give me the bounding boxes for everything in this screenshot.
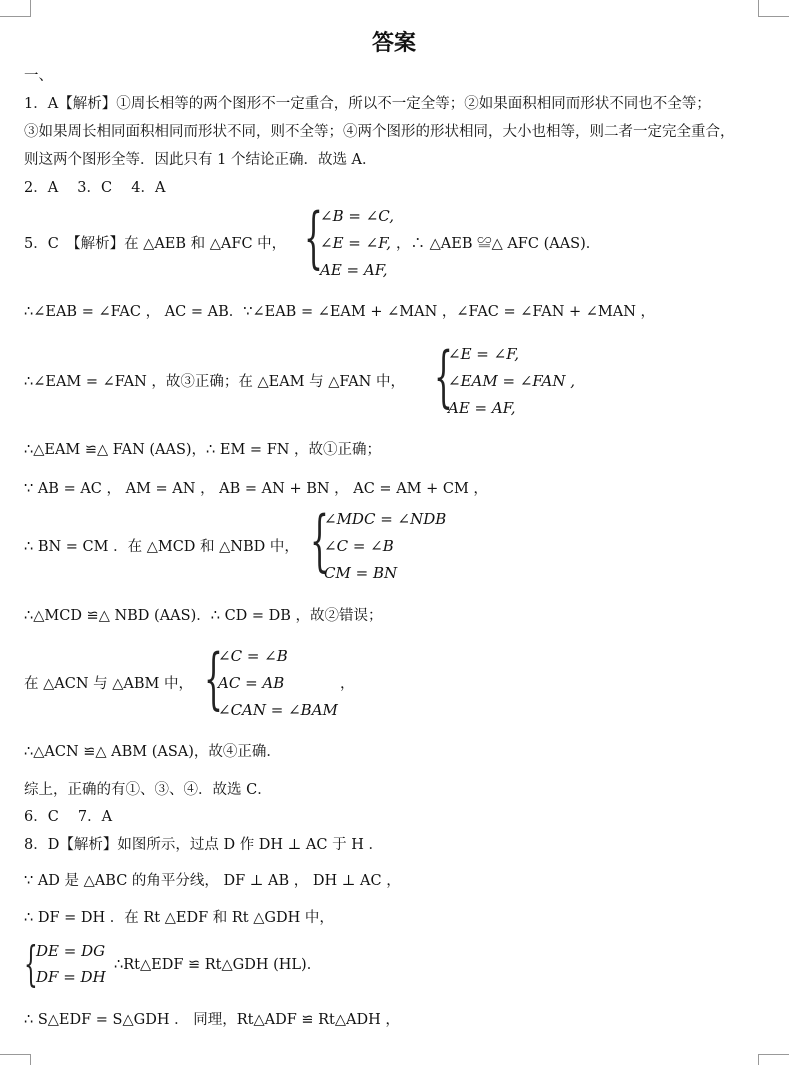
sys1-row-2: ∠E = ∠F, (320, 234, 392, 252)
crop-mark-top-right (758, 0, 789, 17)
q5-line-10: 综上，正确的有①、③、④．故选 C． (24, 782, 272, 798)
q5-line-8: 在 △ACN 与 △ABM 中， (24, 676, 193, 692)
q1-line-2: ③如果周长相同面积相同而形状不同，则不全等；④两个图形的形状相同，大小也相等，则二者一定完全重合， (24, 124, 735, 140)
q5-line-7: ∴△MCD ≌△ NBD (AAS)．∴ CD = DB ，故②错误； (24, 608, 383, 624)
section-heading: 一、 (24, 68, 53, 84)
sys1-row-3: AE = AF, (320, 261, 388, 279)
page-title: 答案 (371, 31, 416, 56)
q8-line-4: ∴ S△EDF = S△GDH ． 同理，Rt△ADF ≌ Rt△ADH ， (24, 1012, 400, 1028)
sys3-row-2: ∠C = ∠B (324, 537, 394, 555)
sys2-row-3: AE = AF, (448, 399, 516, 417)
q1-line-3: 则这两个图形全等．因此只有 1 个结论正确．故选 A． (24, 152, 377, 168)
crop-mark-bottom-right (758, 1054, 789, 1065)
brace-5: { (24, 936, 38, 992)
crop-mark-top-left (0, 0, 31, 17)
brace-1: { (304, 199, 323, 276)
brace-3: { (310, 502, 329, 579)
sys4-row-2: AC = AB (218, 674, 285, 692)
q5-line-3: ∴∠EAM = ∠FAN ，故③正确；在 △EAM 与 △FAN 中， (24, 374, 405, 390)
q5-line-6: ∴ BN = CM ．在 △MCD 和 △NBD 中， (24, 539, 299, 555)
sys1-row-1: ∠B = ∠C, (320, 207, 394, 225)
q6-7-answers: 6．C 7．A (24, 809, 113, 825)
crop-mark-bottom-left (0, 1054, 31, 1065)
brace-2: { (434, 338, 453, 415)
q5-prefix: 5．C 【解析】在 △AEB 和 △AFC 中， (24, 236, 287, 252)
q8-line-2: ∵ AD 是 △ABC 的角平分线， DF ⊥ AB ， DH ⊥ AC ， (24, 873, 401, 889)
q2-4-answers: 2．A 3．C 4．A (24, 180, 166, 196)
sys3-row-1: ∠MDC = ∠NDB (324, 510, 447, 528)
sys5-row-2: DF = DH (36, 968, 106, 986)
q5-line-4: ∴△EAM ≌△ FAN (AAS)，∴ EM = FN ，故①正确； (24, 442, 382, 458)
sys2-row-2: ∠EAM = ∠FAN , (448, 372, 575, 390)
sys4-row-3: ∠CAN = ∠BAM (218, 701, 338, 719)
q8-line-1: 8．D【解析】如图所示，过点 D 作 DH ⊥ AC 于 H ． (24, 837, 383, 853)
sys1-conclusion: ，∴ △AEB ≌△ AFC (AAS)． (396, 236, 601, 252)
sys5-conclusion: ∴Rt△EDF ≌ Rt△GDH (HL)． (114, 957, 322, 973)
sys4-comma: ， (340, 676, 355, 692)
sys3-row-3: CM = BN (324, 564, 398, 582)
q5-line-9: ∴△ACN ≌△ ABM (ASA)，故④正确． (24, 744, 281, 760)
q5-line-5: ∵ AB = AC ， AM = AN ， AB = AN + BN ， AC = AM + CM ， (24, 481, 488, 497)
sys2-row-1: ∠E = ∠F, (448, 345, 520, 363)
sys4-row-1: ∠C = ∠B (218, 647, 288, 665)
sys5-row-1: DE = DG (36, 942, 106, 960)
brace-4: { (204, 640, 223, 717)
q8-line-3: ∴ DF = DH ．在 Rt △EDF 和 Rt △GDH 中， (24, 910, 334, 926)
q5-line-2: ∴∠EAB = ∠FAC ， AC = AB．∵∠EAB = ∠EAM + ∠MAN ，∠FAC = ∠FAN + ∠MAN ， (24, 304, 656, 320)
q1-line-1: 1．A【解析】①周长相等的两个图形不一定重合，所以不一定全等；②如果面积相同而形状不同也不全等； (24, 96, 711, 112)
